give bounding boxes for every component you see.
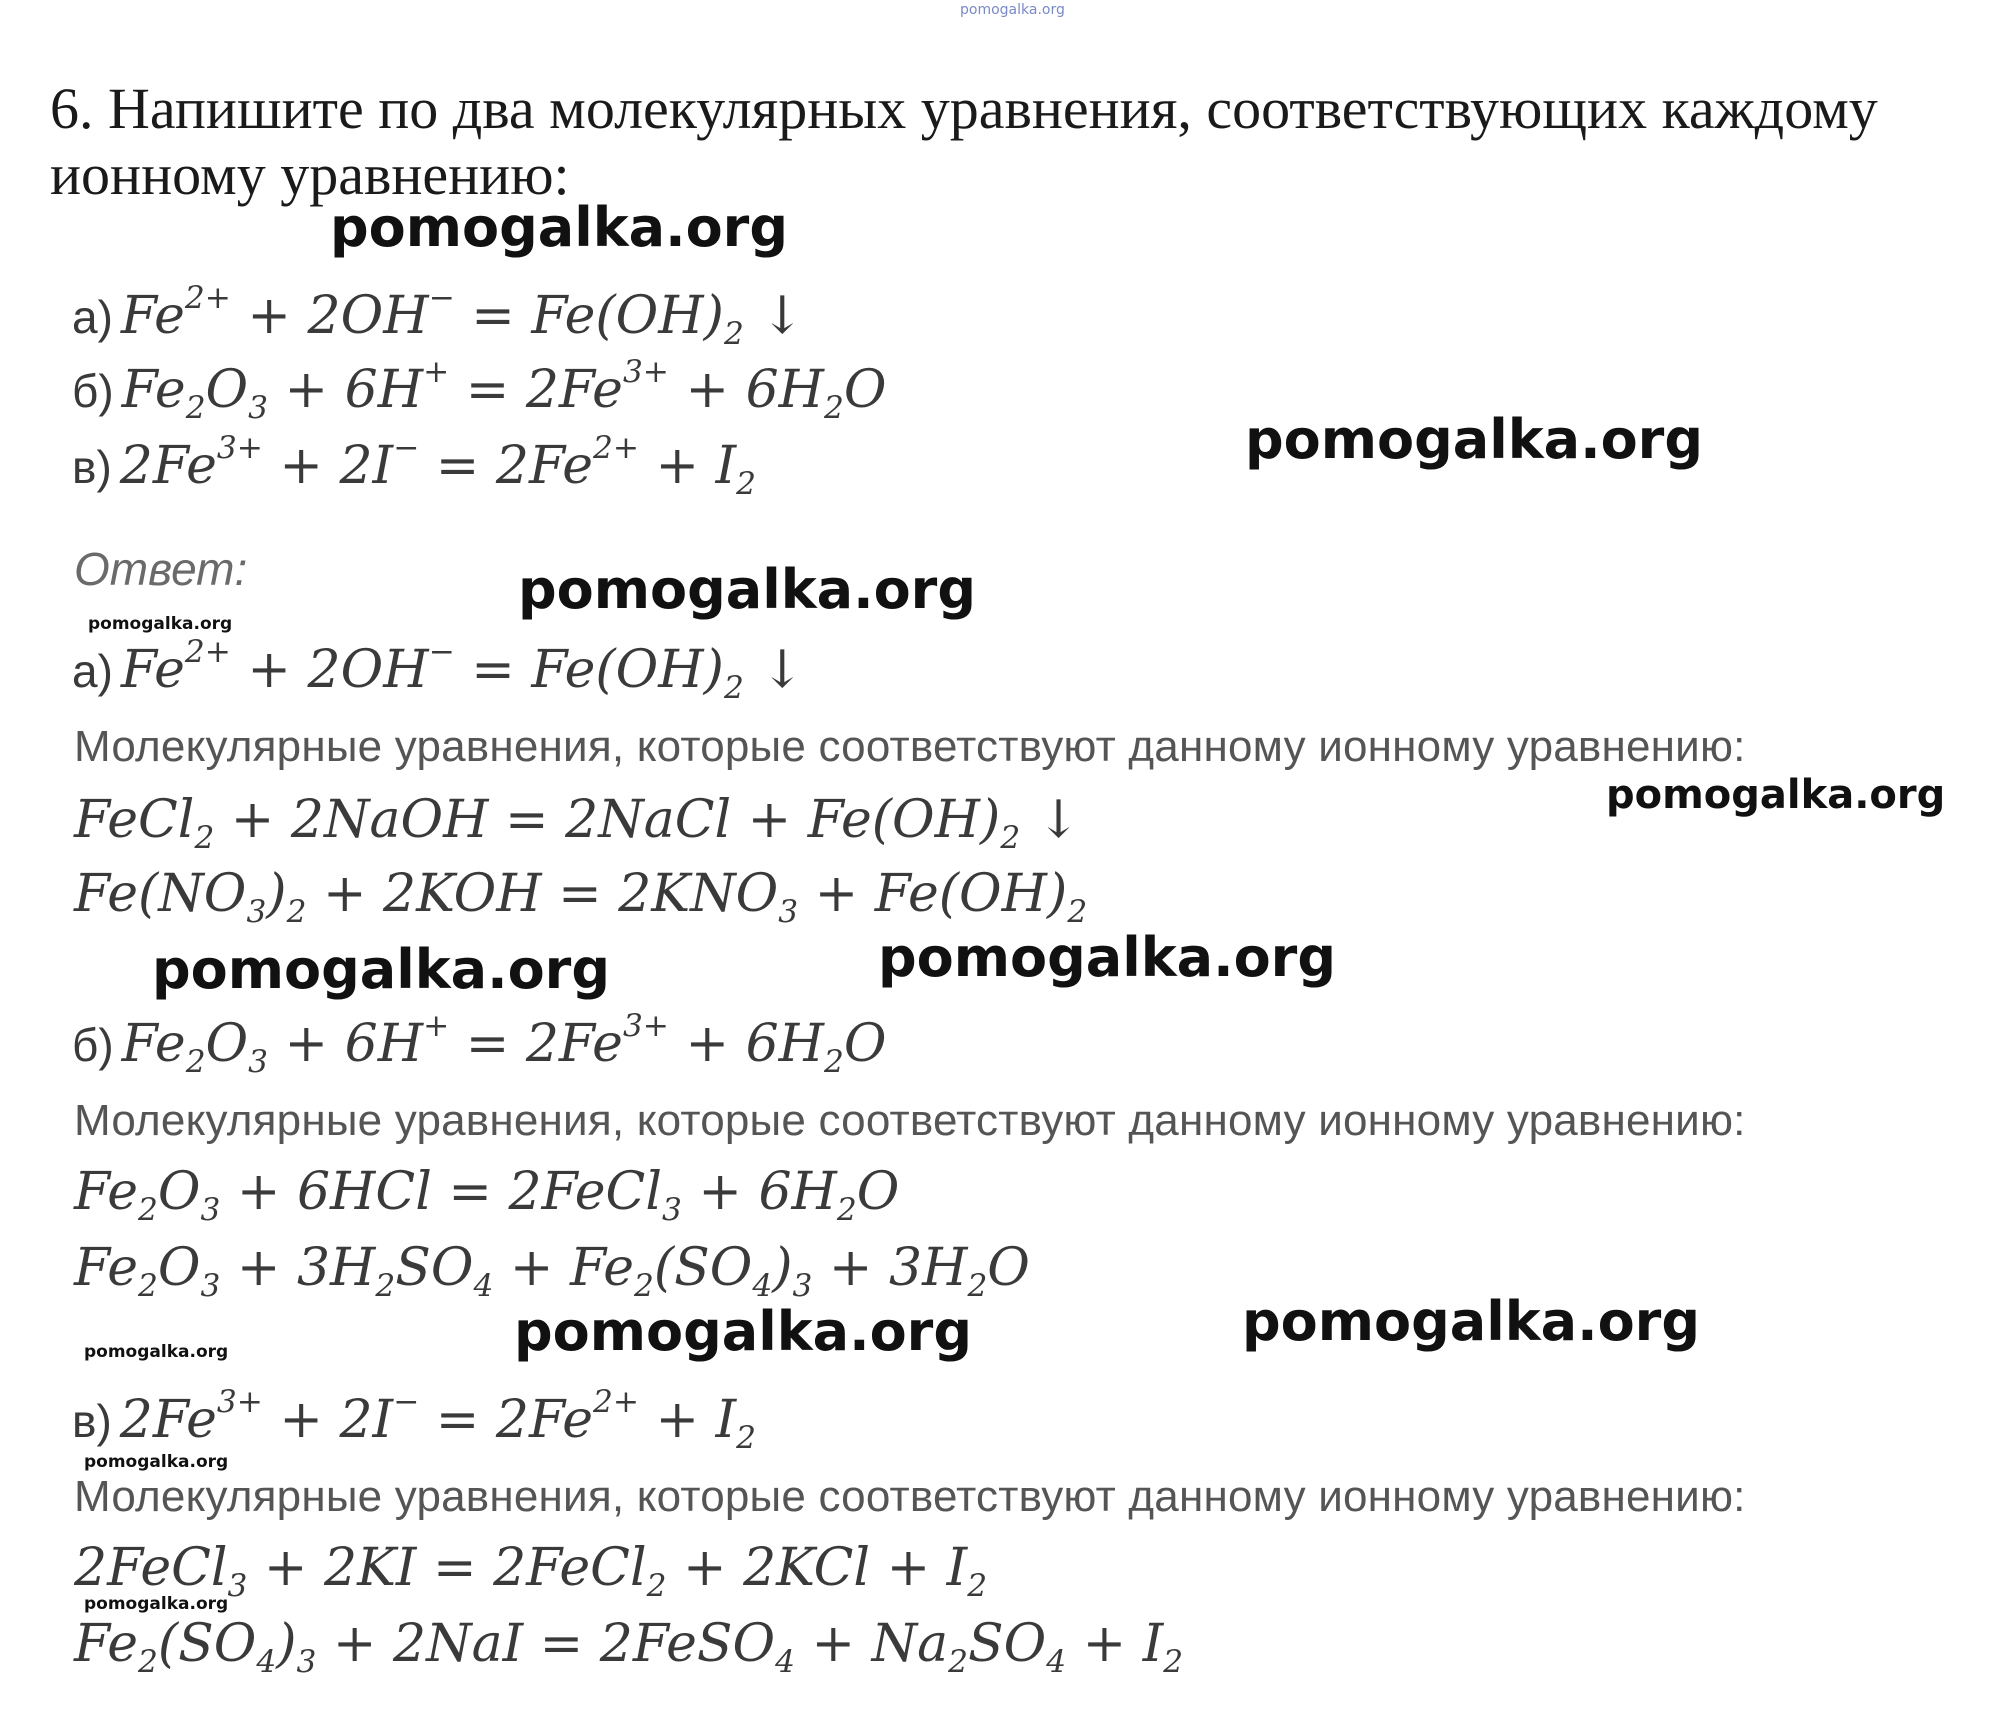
label-b: б) — [72, 365, 114, 417]
task-line-1: 6. Напишите по два молекулярных уравнения, соответствующих каждому — [50, 76, 1878, 141]
watermark: pomogalka.org — [1606, 772, 1946, 818]
ionic-formula-a: $Fe^{2+} + 2OH^- = Fe(OH)_2$ ↓ — [120, 280, 804, 352]
molecular-a-1: FeCl$_2$ + 2NaOH = 2NaCl + $Fe(OH)_2$ ↓ — [74, 790, 1081, 856]
label-a: а) — [72, 291, 113, 343]
answer-label: Ответ: — [74, 543, 248, 595]
watermark-small: pomogalka.org — [84, 1452, 229, 1472]
ionic-equation-a — [72, 280, 804, 352]
watermark: pomogalka.org — [518, 558, 976, 621]
watermark: pomogalka.org — [152, 938, 610, 1001]
note-v: Молекулярные уравнения, которые соответствуют данному ионному уравнению: — [74, 1472, 1746, 1521]
answer-label-a: а) — [72, 645, 113, 697]
molecular-v-1: 2FeCl$_3$ + 2KI = 2FeCl$_2$ + $2KCl + I_2$ — [74, 1538, 988, 1604]
answer-ionic-b — [72, 1008, 887, 1080]
molecular-b-2: $Fe_2O_3 + 3H_2SO_4 + Fe_2(SO_4)_3 + 3H_2O$ — [74, 1238, 1030, 1304]
watermark-small: pomogalka.org — [84, 1342, 229, 1362]
ionic-equation-b — [72, 354, 887, 426]
label-v: в) — [72, 441, 112, 493]
watermark: pomogalka.org — [330, 196, 788, 259]
watermark: pomogalka.org — [514, 1300, 972, 1363]
answer-label-b: б) — [72, 1019, 114, 1071]
note-a: Молекулярные уравнения, которые соответствуют данному ионному уравнению: — [74, 722, 1746, 771]
molecular-b-1: $Fe_2O_3 + 6HCl$ = 2FeCl$_3$ + $6H_2O$ — [74, 1162, 900, 1228]
molecular-a-2: $Fe(NO_3)_2 + 2KOH = 2KNO_3 + Fe(OH)_2$ — [74, 864, 1088, 930]
ionic-formula-v: $2Fe^{3+} + 2I^- = 2Fe^{2+} + I_2$ — [119, 430, 756, 502]
watermark-small: pomogalka.org — [84, 1594, 229, 1614]
answer-ionic-a — [72, 634, 804, 706]
answer-ionic-formula-b: $Fe_2O_3 + 6H^+ = 2Fe^{3+} + 6H_2O$ — [121, 1008, 887, 1080]
answer-ionic-v — [72, 1384, 756, 1456]
ionic-formula-b: $Fe_2O_3 + 6H^+ = 2Fe^{3+} + 6H_2O$ — [121, 354, 887, 426]
answer-label-v: в) — [72, 1395, 112, 1447]
watermark: pomogalka.org — [1245, 408, 1703, 471]
answer-ionic-formula-a: $Fe^{2+} + 2OH^- = Fe(OH)_2$ ↓ — [120, 634, 804, 706]
note-b: Молекулярные уравнения, которые соответствуют данному ионному уравнению: — [74, 1096, 1746, 1145]
watermark: pomogalka.org — [1242, 1290, 1700, 1353]
task-line-2: ионному уравнению: — [50, 142, 570, 207]
watermark-small: pomogalka.org — [88, 614, 233, 634]
watermark: pomogalka.org — [878, 926, 1336, 989]
watermark-top: pomogalka.org — [960, 2, 1065, 18]
answer-ionic-formula-v: $2Fe^{3+} + 2I^- = 2Fe^{2+} + I_2$ — [119, 1384, 756, 1456]
ionic-equation-v — [72, 430, 756, 502]
molecular-v-2: $Fe_2(SO_4)_3 + 2NaI$ = 2FeSO$_4$ + $Na_2SO_4 + I_2$ — [74, 1614, 1184, 1680]
